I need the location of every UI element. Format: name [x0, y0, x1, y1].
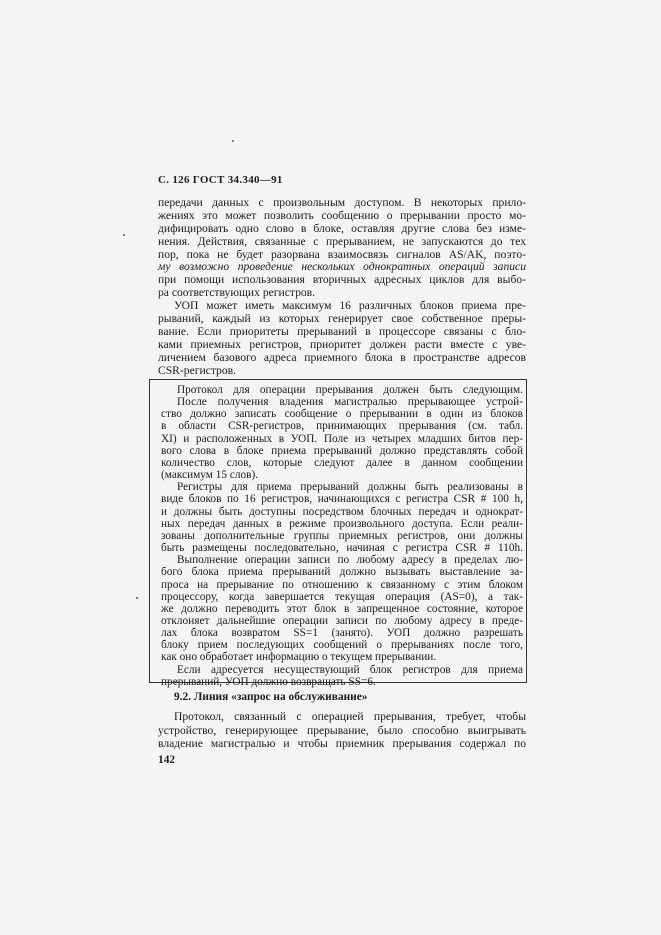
page-number: 142: [158, 754, 176, 766]
text-line: лах блока возвратом SS=1 (занято). УОП должно разрешать: [161, 627, 523, 640]
section-text: [158, 710, 526, 751]
text-line: быть размещены последовательно, начиная с регистра CSR # 110h.: [161, 542, 523, 555]
running-header: С. 126 ГОСТ 34.340—91: [158, 174, 283, 186]
text-line: УОП может иметь максимум 16 различных блоков приема пре-: [174, 299, 526, 313]
text-line: вого слова в блоке приема прерываний должно представлять собой: [161, 444, 523, 457]
text-line: количество слов, которые следуют далее в данном сообщении: [161, 456, 523, 469]
text-line: Регистры для приема прерываний должны быть реализованы в: [177, 481, 523, 494]
text-line: как оно обработает информацию о текущем прерывании.: [161, 651, 437, 664]
text-line: же должно переводить этот блок в запрещенное состояние, которое: [161, 602, 523, 615]
text-line: пор, пока не будет разорвана взаимосвязь сигналов AS/AK, поэто-: [158, 247, 526, 261]
text-line: ных передач данных в режиме произвольного доступа. Если реали-: [161, 517, 523, 530]
text-line: блоку прием последующих сообщений о прерываниях после того,: [161, 639, 523, 652]
text-line: XI) и расположенных в УОП. Поле из четырех младших битов пер-: [161, 432, 523, 445]
section-heading: 9.2. Линия «запрос на обслуживание»: [174, 691, 368, 703]
text-line: проса на прерывание по отношению к связанному с этим блоком: [161, 578, 523, 591]
scan-speck: [136, 597, 138, 599]
text-line: Если адресуется несуществующий блок регистров для приема: [177, 663, 523, 676]
text-line: и должны быть доступны посредством блочных передач и однократ-: [161, 505, 523, 518]
text-line: при помощи использования вторичных адресных циклов для выбо-: [158, 273, 526, 287]
text-line: Протокол для операции прерывания должен быть следующим.: [177, 384, 523, 396]
text-line: устройство, генерирующее прерывание, было способно выигрывать: [158, 723, 526, 737]
text-line: отклоняет дальнейшие операции записи по любому адресу в преде-: [161, 614, 523, 627]
text-line: личением базового адреса приемного блока в пространстве адресов: [158, 350, 526, 364]
text-line: дифицировать одно слово в блоке, оставляя другие слова без изме-: [158, 221, 526, 235]
text-line: После получения владения магистралью прерывающее устрой-: [177, 396, 523, 409]
text-line: владение магистралью и чтобы приемник прерывания содержал по: [158, 737, 526, 750]
text-line: ра соответствующих регистров.: [158, 286, 316, 300]
text-line: рываний, каждый из которых генерирует свое собственное преры-: [158, 312, 526, 326]
text-line: зованы дополнительные группы приемных регистров, они должны: [161, 529, 523, 542]
scan-speck: [232, 140, 234, 142]
text-line: жениях это может позволить сообщению о прерывании просто мо-: [158, 208, 526, 222]
text-line: Выполнение операции записи по любому адресу в пределах лю-: [177, 554, 523, 567]
text-line: нения. Действия, связанные с прерыванием, не запускаются до тех: [158, 234, 526, 248]
text-line: процессору, когда завершается текущая операция (AS=0), а так-: [161, 590, 523, 603]
text-line: передачи данных с произвольным доступом. В некоторых прило-: [158, 196, 526, 209]
text-line: ство должно записать сообщение о прерывании в один из блоков: [161, 408, 523, 421]
text-line: вание. Если приоритеты прерываний в процессоре связаны с бло-: [158, 324, 526, 338]
text-line: Протокол, связанный с операцией прерывания, требует, чтобы: [174, 710, 526, 723]
text-line: му возможно проведение нескольких однократных операций записи: [158, 260, 526, 274]
text-line: ками приемных регистров, приоритет должен расти вместе с уве-: [158, 337, 526, 351]
text-line: в области CSR-регистров, принимающих прерывания (см. табл.: [161, 420, 523, 433]
text-line: (максимум 15 слов).: [161, 469, 259, 482]
body-text: [158, 197, 526, 377]
text-line: CSR-регистров.: [158, 363, 236, 377]
boxed-requirement: [149, 379, 527, 688]
text-line: виде блоков по 16 регистров, начинающихся с регистра CSR # 100 h,: [161, 493, 523, 506]
scan-speck: [123, 234, 125, 236]
text-line: бого блока приема прерываний должно вызывать выставление за-: [161, 566, 523, 579]
boxed-text: [161, 384, 523, 688]
text-line: прерываний, УОП должно возвращать SS=6.: [161, 675, 376, 688]
